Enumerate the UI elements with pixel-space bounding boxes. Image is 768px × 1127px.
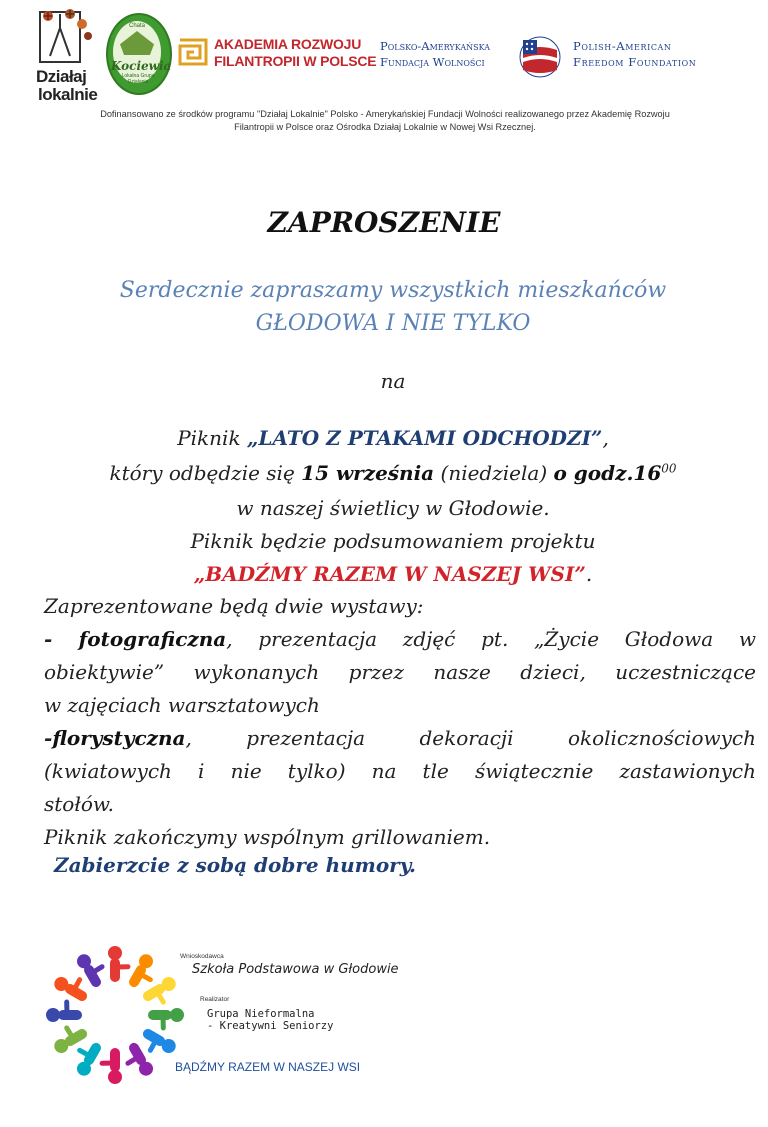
person-head-icon	[108, 946, 122, 960]
funding-line1: Dofinansowano ze środków programu "Działaj Lokalnie" Polsko - Amerykańskiej Fundacji Wolności realizowanego przez Akademię Rozwoju	[100, 109, 670, 119]
picnic-place: w naszej świetlicy w Głodowie.	[236, 496, 550, 520]
project-suffix: .	[585, 562, 593, 586]
picnic-name-line	[0, 426, 768, 450]
exhibit2-line2: (kwiatowych i nie tylko) na tle świątecznie zastawionych	[44, 759, 756, 783]
exhibit1-name: fotograficzna	[78, 627, 227, 651]
exhibit1-line1	[44, 627, 756, 651]
date-prefix: który odbędzie się	[109, 461, 302, 485]
invitation-subtitle-1: Serdecznie zapraszamy wszystkich mieszkańców	[119, 278, 667, 303]
akademia-logo-line1: AKADEMIA ROZWOJU	[214, 36, 362, 52]
kociewia-logo-small: Lokalna Grupa Działania	[121, 73, 155, 85]
dzialaj-lokalnie-logo	[36, 6, 100, 110]
akademia-mark-icon	[178, 38, 208, 66]
person-head-icon	[108, 1070, 122, 1084]
applicant-label: Wnioskodawca	[180, 953, 224, 960]
picnic-prefix: Piknik	[177, 426, 247, 450]
invitation-na: na	[380, 369, 406, 393]
pafw-en-line1: Polish-American	[573, 39, 672, 53]
exhibit2-dash: -	[44, 726, 53, 750]
kociewia-logo-top: Chata	[128, 23, 145, 29]
people-circle-logo	[40, 940, 190, 1090]
exhibit2-line1-rest: , prezentacja dekoracji okolicznościowych	[185, 726, 756, 750]
executor-line2: - Kreatywni Seniorzy	[207, 1020, 334, 1032]
applicant-name: Szkoła Podstawowa w Głodowie	[192, 962, 399, 977]
person-head-icon	[170, 1008, 184, 1022]
picnic-time-minutes: 00	[661, 461, 677, 476]
footer-slogan: BĄDŹMY RAZEM W NASZEJ WSI	[175, 1060, 361, 1074]
pafw-english-name	[573, 38, 696, 70]
chata-kociewia-logo	[106, 13, 170, 93]
kociewia-logo-word: Kociewia	[111, 59, 172, 73]
exhibit1-line1-rest: , prezentacja zdjęć pt. „Życie Głodowa w	[226, 627, 757, 651]
pafw-flag-icon	[519, 36, 561, 78]
picnic-name: „LATO Z PTAKAMI ODCHODZI”	[246, 426, 603, 450]
pafw-pl-line1: Polsko-Amerykańska	[380, 39, 491, 53]
invitation-subtitle-2: GŁODOWA I NIE TYLKO	[255, 311, 531, 336]
picnic-date: 15 września	[301, 461, 435, 485]
closing-line: Zabierzcie z sobą dobre humory.	[54, 853, 416, 877]
funding-note	[40, 108, 730, 134]
pafw-polish-name	[380, 38, 490, 70]
exhibit1-line3: w zajęciach warsztatowych	[44, 693, 320, 717]
person-head-icon	[46, 1008, 60, 1022]
exhibit2-line1	[44, 726, 756, 750]
akademia-rozwoju-logo	[178, 34, 378, 74]
exhibit2-name: florystyczna	[52, 726, 186, 750]
project-name-line	[0, 562, 768, 586]
exhibitions-intro: Zaprezentowane będą dwie wystawy:	[44, 594, 424, 618]
date-mid: (niedziela)	[434, 461, 554, 485]
picnic-summary: Piknik będzie podsumowaniem projektu	[190, 529, 596, 553]
picnic-suffix: ,	[602, 426, 609, 450]
funding-line2: Filantropii w Polsce oraz Ośrodka Działaj Lokalnie w Nowej Wsi Rzecznej.	[234, 122, 536, 132]
pafw-en-line2: Freedom Foundation	[573, 55, 697, 69]
exhibit1-dash: -	[44, 627, 79, 651]
dzialaj-logo-line1: Działaj	[36, 67, 87, 86]
project-name: „BADŹMY RAZEM W NASZEJ WSI”	[193, 562, 586, 586]
picnic-date-line	[0, 461, 768, 485]
dzialaj-logo-line2: lokalnie	[38, 85, 98, 104]
executor-label: Realizator	[200, 996, 230, 1003]
exhibit1-line2: obiektywie” wykonanych przez nasze dzieci, uczestniczące	[44, 660, 756, 684]
tree-figures-icon	[36, 6, 100, 68]
grill-note: Piknik zakończymy wspólnym grillowaniem.	[44, 825, 491, 849]
invitation-title: ZAPROSZENIE	[267, 206, 501, 239]
akademia-logo-line2: FILANTROPII W POLSCE	[214, 53, 377, 69]
pafw-pl-line2: Fundacja Wolności	[380, 55, 485, 69]
picnic-time: o godz.16	[553, 461, 662, 485]
exhibit2-line3: stołów.	[44, 792, 114, 816]
executor-line1: Grupa Nieformalna	[207, 1008, 315, 1020]
